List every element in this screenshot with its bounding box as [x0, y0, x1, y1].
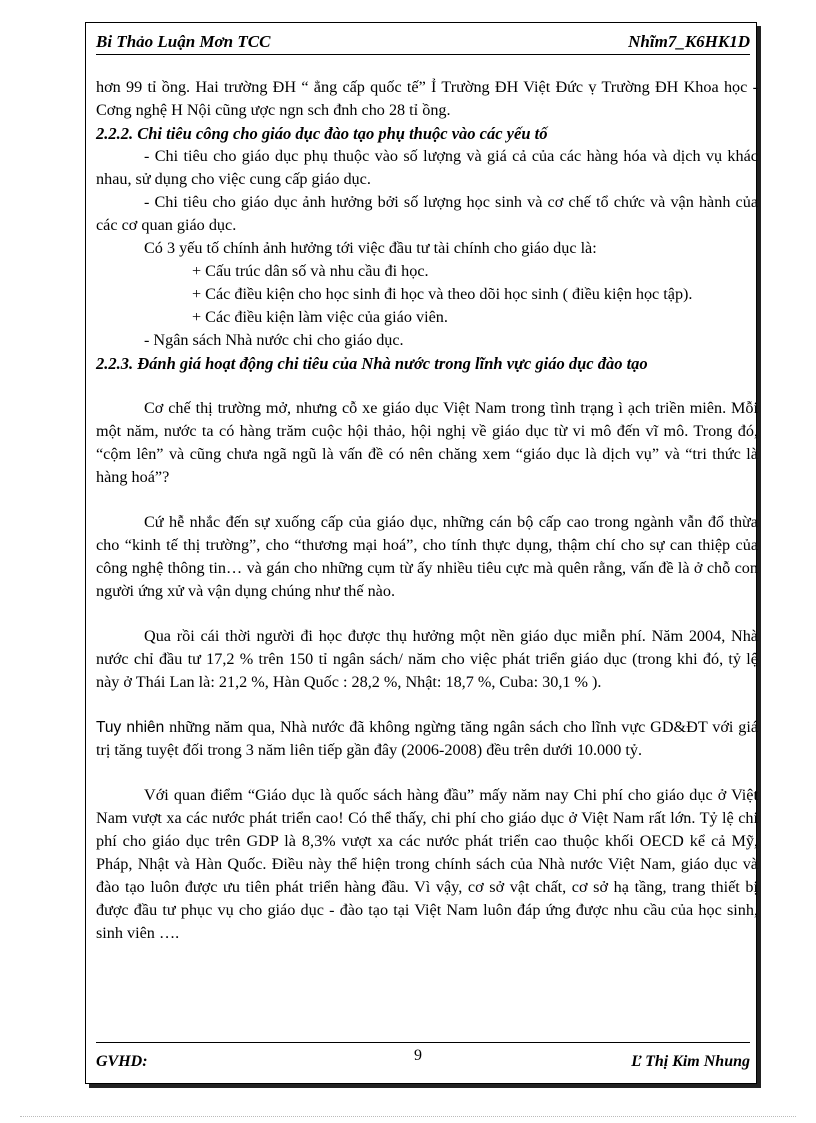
footer-author: Ľ Thị Kim Nhung: [631, 1053, 750, 1070]
page-header: [96, 28, 750, 55]
paragraph-8-lead: Tuy nhiên: [96, 719, 165, 736]
paragraph-7: Qua rồi cái thời người đi học được thụ hưởng một nền giáo dục miễn phí. Năm 2004, Nhà nước chỉ đầu tư 17,2 % trên 150 tỉ ngân sách/ năm cho việc phát triển giáo dục (trong khi đó, tỷ lệ này ở Thái Lan là: 21,2 %, Hàn Quốc : 28,2 %, Nhật: 18,7 %, Cuba: 30,1 % ).: [96, 627, 758, 691]
page-footer: [96, 1042, 750, 1079]
page-shadow-bottom: [89, 1084, 761, 1088]
paragraph-3: Có 3 yếu tố chính ảnh hưởng tới việc đầu tư tài chính cho giáo dục là:: [144, 239, 597, 257]
paragraph-8-text: những năm qua, Nhà nước đã không ngừng tăng ngân sách cho lĩnh vực GD&ĐT với giá trị tăng tuyệt đối trong 3 năm liên tiếp gần đây (2006-2008) đều trên dưới 10.000 tỷ.: [96, 718, 759, 759]
paragraph-1: - Chi tiêu cho giáo dục phụ thuộc vào số lượng và giá cả của các hàng hóa và dịch vụ khác nhau, sử dụng cho việc cung cấp giáo dục.: [96, 147, 758, 188]
page-break-line: [20, 1116, 796, 1117]
list-item: + Các điều kiện làm việc của giáo viên.: [192, 308, 448, 326]
document-body: [96, 76, 758, 945]
paragraph-5: Cơ chế thị trường mở, nhưng cỗ xe giáo dục Việt Nam trong tình trạng ì ạch triền miên. Mỗi một năm, nước ta có hàng trăm cuộc hội thảo, hội nghị về giáo dục từ vi mô đến vĩ mô. Trong đó, “cộm lên” và cũng chưa ngã ngũ là vấn đề có nên chăng xem “giáo dục là dịch vụ” và “tri thức là hàng hoá”?: [96, 399, 758, 486]
intro-paragraph: hơn 99 tỉ ồng. Hai trường ĐH “ ẳng cấp quốc tế” Ỉ Trường ĐH Việt Đức ṿ Trường ĐH Khoa học - Cơng nghệ H Nội cũng ược ngn sch đnh cho 28 tỉ ồng.: [96, 78, 758, 119]
paragraph-4: - Ngân sách Nhà nước chi cho giáo dục.: [144, 331, 404, 349]
paragraph-6: Cứ hễ nhắc đến sự xuống cấp của giáo dục, những cán bộ cấp cao trong ngành vẫn đổ thừa cho “kinh tế thị trường”, cho “thương mại hoá”, cho tính thực dụng, thậm chí cho sự can thiệp của công nghệ thông tin… và gán cho những cụm từ ấy nhiều tiêu cực mà quên rằng, vấn đề là ở chỗ con người ứng xử và vận dụng chúng như thế nào.: [96, 513, 758, 600]
paragraph-2: - Chi tiêu cho giáo dục ảnh hưởng bởi số lượng học sinh và cơ chế tổ chức và vận hành của các cơ quan giáo dục.: [96, 193, 758, 234]
list-item: + Các điều kiện cho học sinh đi học và theo dõi học sinh ( điều kiện học tập).: [192, 285, 693, 303]
paragraph-8: [96, 716, 758, 762]
header-group: Nhĩm7_K6HK1D: [628, 32, 750, 51]
section-heading-2-2-2: 2.2.2. Chi tiêu công cho giáo dục đào tạo phụ thuộc vào các yếu tố: [96, 124, 548, 143]
list-item: + Cấu trúc dân số và nhu cầu đi học.: [192, 262, 429, 280]
page-number: 9: [414, 1047, 422, 1064]
section-heading-2-2-3: 2.2.3. Đánh giá hoạt động chi tiêu của Nhà nước trong lĩnh vực giáo dục đào tạo: [96, 354, 648, 373]
header-title: Bi Thảo Luận Mơn TCC: [96, 32, 271, 51]
paragraph-9: Với quan điểm “Giáo dục là quốc sách hàng đầu” mấy năm nay Chi phí cho giáo dục ở Việt Nam vượt xa các nước phát triển cao! Có thể thấy, chi phí cho giáo dục ở Việt Nam rất lớn. Tỷ lệ chi phí cho giáo dục trên GDP là 8,3% vượt xa các nước phát triển cao thuộc khối OECD kể cả Mỹ, Pháp, Nhật và Hàn Quốc. Điều này thể hiện trong chính sách của Nhà nước Việt Nam, giáo dục và đào tạo luôn được ưu tiên phát triển hàng đầu. Vì vậy, cơ sở vật chất, cơ sở hạ tầng, trang thiết bị được đầu tư phục vụ cho giáo dục - đào tạo tại Việt Nam luôn đáp ứng được nhu cầu của học sinh, sinh viên ….: [96, 786, 758, 942]
footer-supervisor-label: GVHD:: [96, 1053, 148, 1070]
